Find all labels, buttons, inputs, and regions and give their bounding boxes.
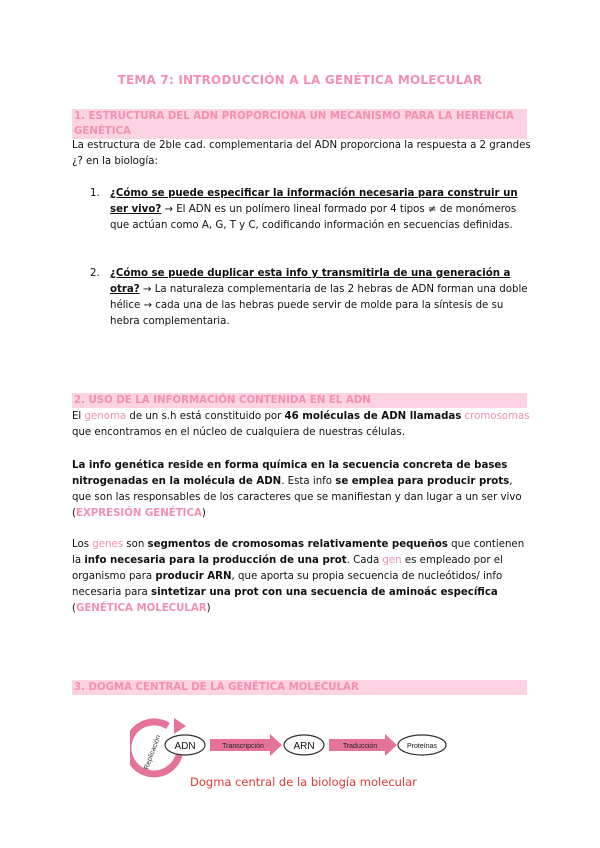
text: , que son las responsables de los caracteres que se manifiestan y dan lugar a un ser vivo ( <box>72 476 522 519</box>
text: . Esta info <box>281 476 336 487</box>
section-1-heading <box>72 109 527 139</box>
section-1-intro: La estructura de 2ble cad. complementaria del ADN proporciona la respuesta a 2 grandes ¿? en la biología: <box>72 140 531 167</box>
text: , que aporta su propia secuencia de nucleótidos/ info necesaria para <box>72 571 503 598</box>
list-item-answer: → La naturaleza complementaria de las 2 hebras de ADN forman una doble hélice → cada una de las hebras puede servir de molde para la síntesis de su hebra complementaria. <box>110 284 528 327</box>
term-genes: genes <box>92 539 124 550</box>
term-genoma: genoma <box>84 411 127 422</box>
list-item-question: ¿Cómo se puede especificar la información necesaria para construir un ser vivo? <box>110 188 518 215</box>
bold-text: sintetizar una prot con una secuencia de aminoác específica <box>151 587 498 598</box>
section-2-paragraph-3 <box>72 537 532 617</box>
text: Los <box>72 539 93 550</box>
bold-text: 46 moléculas de ADN llamadas <box>284 411 462 422</box>
bold-text: segmentos de cromosomas relativamente pequeños <box>147 539 448 550</box>
text: ( <box>72 603 76 614</box>
text: El <box>72 411 85 422</box>
translation-label: Traducción <box>342 743 378 750</box>
term-genetica-molecular: GENÉTICA MOLECULAR <box>75 603 207 614</box>
section-1-heading-line2: GENÉTICA <box>74 126 131 137</box>
text: es empleado por el organismo para <box>72 555 503 582</box>
bold-text: se emplea para producir prots <box>335 476 510 487</box>
list-item-number: 2. <box>90 268 100 279</box>
adn-label: ADN <box>174 741 196 752</box>
text: son <box>123 539 148 550</box>
text: . Cada <box>346 555 383 566</box>
replication-arrowhead <box>174 718 186 734</box>
text: ) <box>201 508 206 519</box>
list-item-question: ¿Cómo se puede duplicar esta info y transmitirla de una generación a otra? <box>110 268 511 295</box>
text: de un s.h está constituido por <box>126 411 285 422</box>
section-2-paragraph-1 <box>72 409 532 441</box>
section-2-heading: 2. USO DE LA INFORMACIÓN CONTENIDA EN EL ADN <box>72 393 527 408</box>
bold-text: La info genética reside en forma química en la secuencia concreta de bases nitrogenadas en la molécula de ADN <box>72 460 508 487</box>
section-3-heading: 3. DOGMA CENTRAL DE LA GENÉTICA MOLECULAR <box>72 680 527 695</box>
bold-text: info necesaria para la producción de una prot <box>84 555 347 566</box>
term-expresion-genetica: EXPRESIÓN GENÉTICA <box>75 508 202 519</box>
text: ) <box>206 603 211 614</box>
term-gen: gen <box>382 555 402 566</box>
bold-text: producir ARN <box>155 571 232 582</box>
list-item-answer: → El ADN es un polímero lineal formado por 4 tipos ≠ de monómeros que actúan como A, G, T y C, codificando información en secuencias definidas. <box>110 204 517 231</box>
section-1-heading-line1: 1. ESTRUCTURA DEL ADN PROPORCIONA UN MECANISMO PARA LA HERENCIA <box>74 111 514 122</box>
arn-label: ARN <box>293 741 315 752</box>
text: que contienen la <box>72 539 525 566</box>
list-item-number: 1. <box>90 188 100 199</box>
section-2-paragraph-2 <box>72 458 532 522</box>
text: que encontramos en el núcleo de cualquiera de nuestras células. <box>72 427 405 438</box>
page-title: TEMA 7: INTRODUCCIÓN A LA GENÉTICA MOLECULAR <box>117 73 483 87</box>
replication-label: Replicación <box>143 734 163 771</box>
diagram-caption: Dogma central de la biología molecular <box>190 775 417 789</box>
term-cromosomas: cromosomas <box>464 411 530 422</box>
proteinas-label: Proteínas <box>407 743 437 750</box>
transcription-label: Transcripción <box>222 743 264 750</box>
